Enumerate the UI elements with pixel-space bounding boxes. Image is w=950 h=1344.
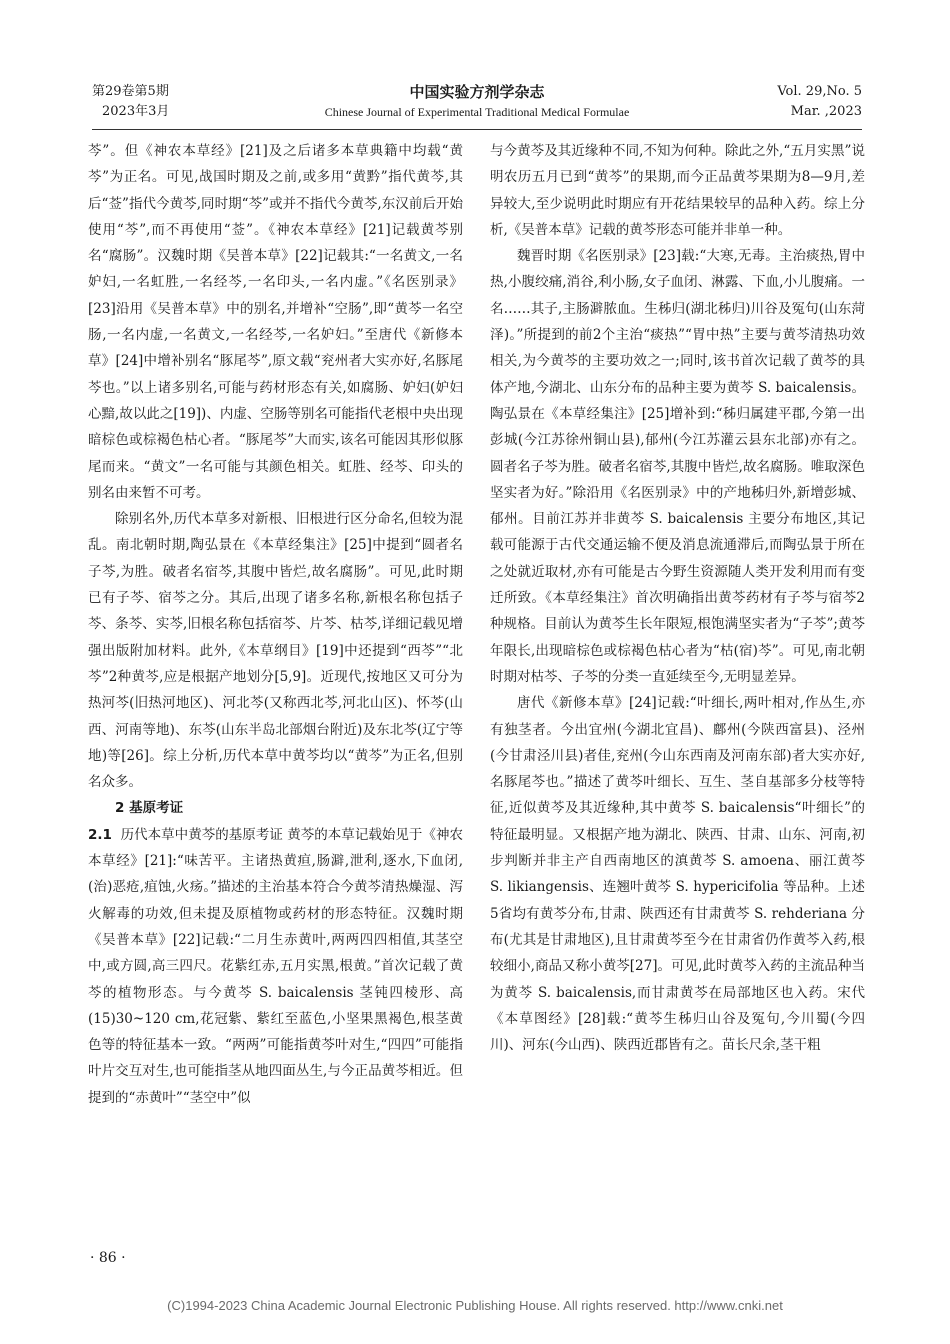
paragraph: 芩”。但《神农本草经》[21]及之后诸多本草典籍中均载“黄芩”为正名。可见,战国时期及之前,或多用“黄黔”指代黄芩,其后“莶”指代今黄芩,同时期“芩”或并不指代今黄芩,东汉前后开始使用“芩”,而不再使用“莶”。《神农本草经》[21]记载黄芩别名“腐肠”。汉魏时期《吴普本草》[22]记载其:“一名黄文,一名妒妇,一名虹胜,一名经芩,一名印头,一名内虚。”《名医别录》[23]沿用《吴普本草》中的别名,并增补“空肠”,即“黄芩一名空肠,一名内虚,一名黄文,一名经芩,一名妒妇。”至唐代《新修本草》[24]中增补别名“豚尾芩”,原文载“兖州者大实亦好,名豚尾芩也。”以上诸多别名,可能与药材形态有关,如腐肠、妒妇(妒妇心黯,故以此之[19])、内虚、空肠等别名可能指代老根中央出现暗棕色或棕褐色枯心者。“豚尾芩”大而实,该名可能因其形似豚尾而来。“黄文”一名可能与其颜色相关。虹胜、经芩、印头的别名由来暂不可考。 [88,143,463,501]
volume-issue-cn: 第29卷第5期 [92,84,169,99]
section-heading: 2 基原考证 [115,800,184,817]
paragraph: 与今黄芩及其近缘种不同,不知为何种。除此之外,“五月实黑”说明农历五月已到“黄芩”的果期,而今正品黄芩果期为8—9月,差异较大,至少说明此时期应有开花结果较早的品种入药。综上分析,《吴普本草》记载的黄芩形态可能并非单一种。 [490,143,865,238]
copyright-footer: (C)1994-2023 China Academic Journal Electronic Publishing House. All rights reserved. http://www.cnki.net [167,1298,783,1313]
right-column [490,138,865,1058]
header-rule [92,129,862,130]
left-column [88,138,463,1111]
paragraph: 除别名外,历代本草多对新根、旧根进行区分命名,但较为混乱。南北朝时期,陶弘景在《本草经集注》[25]中提到“圆者名子芩,为胜。破者名宿芩,其腹中皆烂,故名腐肠”。可见,此时期已有子芩、宿芩之分。其后,出现了诸多名称,新根名称包括子芩、条芩、实芩,旧根名称包括宿芩、片芩、枯芩,详细记载见增强出版附加材料。此外,《本草纲目》[19]中还提到“西芩”“北芩”2种黄芩,应是根据产地划分[5,9]。近现代,按地区又可分为热河芩(旧热河地区)、河北芩(又称西北芩,河北山区)、怀芩(山西、河南等地)、东芩(山东半岛北部烟台附近)及东北芩(辽宁等地)等[26]。综上分析,历代本草中黄芩均以“黄芩”为正名,但别名众多。 [88,511,463,791]
journal-title-en: Chinese Journal of Experimental Traditional Medical Formulae [324,105,630,119]
date-en: Mar. ,2023 [790,104,862,119]
subsection-title: 历代本草中黄芩的基原考证 [120,826,283,843]
subsection-number: 2.1 [88,826,112,843]
volume-issue-en: Vol. 29,No. 5 [777,84,862,99]
journal-title-cn: 中国实验方剂学杂志 [409,83,545,101]
running-header [92,82,862,126]
paragraph: 唐代《新修本草》[24]记载:“叶细长,两叶相对,作丛生,亦有独茎者。今出宜州(今湖北宜昌)、鄜州(今陕西富县)、泾州(今甘肃泾川县)者佳,兖州(今山东西南及河南东部)者大实亦好,名豚尾芩也。”描述了黄芩叶细长、互生、茎自基部多分枝等特征,近似黄芩及其近缘种,其中黄芩 S. baicalensis“叶细长”的特征最明显。又根据产地为湖北、陕西、甘肃、山东、河南,初步判断并非主产自西南地区的滇黄芩 S. amoena、丽江黄芩 S. likiangensis、连翘叶黄芩 S. hypericifolia 等品种。上述5省均有黄芩分布,甘肃、陕西还有甘肃黄芩 S. rehderiana 分布(尤其是甘肃地区),且甘肃黄芩至今在甘肃省仍作黄芩入药,根较细小,商品又称小黄芩[27]。可见,此时黄芩入药的主流品种当为黄芩 S. baicalensis,而甘肃黄芩在局部地区也入药。宋代《本草图经》[28]载:“黄芩生秭归山谷及冤句,今川蜀(今四川)、河东(今山西)、陕西近郡皆有之。苗长尺余,茎干粗 [490,695,865,1054]
date-cn: 2023年3月 [102,104,170,119]
paragraph: 魏晋时期《名医别录》[23]载:“大寒,无毒。主治痰热,胃中热,小腹绞痛,消谷,利小肠,女子血闭、淋露、下血,小儿腹痛。一名……其子,主肠澼脓血。生秭归(湖北秭归)川谷及冤句(山东菏泽)。”所提到的前2个主治“痰热”“胃中热”主要与黄芩清热功效相关,为今黄芩的主要功效之一;同时,该书首次记载了黄芩的具体产地,今湖北、山东分布的品种主要为黄芩 S. baicalensis。陶弘景在《本草经集注》[25]增补到:“秭归属建平郡,今第一出彭城(今江苏徐州铜山县),郁州(今江苏灌云县东北部)亦有之。圆者名子芩为胜。破者名宿芩,其腹中皆烂,故名腐肠。唯取深色坚实者为好。”除沿用《名医别录》中的产地秭归外,新增彭城、郁州。目前江苏并非黄芩 S. baicalensis 主要分布地区,其记载可能源于古代交通运输不便及消息流通滞后,而陶弘景于所在之处就近取材,亦有可能是古今野生资源随人类开发利用而有变迁所致。《本草经集注》首次明确指出黄芩药材有子芩与宿芩2种规格。目前认为黄芩生长年限短,根饱满坚实者为“子芩”;黄芩年限长,出现暗棕色或棕褐色枯心者为“枯(宿)芩”。可见,南北朝时期对枯芩、子芩的分类一直延续至今,无明显差异。 [490,248,865,685]
paragraph: 黄芩的本草记载始见于《神农本草经》[21]:“味苦平。主诸热黄疸,肠澼,泄利,逐水,下血闭,(治)恶疮,疽蚀,火疡。”描述的主治基本符合今黄芩清热燥湿、泻火解毒的功效,但未提及原植物或药材的形态特征。汉魏时期《吴普本草》[22]记载:“二月生赤黄叶,两两四四相值,其茎空中,或方圆,高三四尺。花紫红赤,五月实黑,根黄。”首次记载了黄芩的植物形态。与今黄芩 S. baicalensis 茎钝四棱形、高(15)30~120 cm,花冠紫、紫红至蓝色,小坚果黑褐色,根茎黄色等的特征基本一致。“两两”可能指黄芩叶对生,“四四”可能指叶片交互对生,也可能指茎从地四面丛生,与今正品黄芩相近。但提到的“赤黄叶”“茎空中”似 [88,826,463,1106]
subsection-paragraph [88,822,463,1111]
header-right [777,82,862,122]
header-center [92,82,862,122]
page-number: · 86 · [90,1250,126,1266]
